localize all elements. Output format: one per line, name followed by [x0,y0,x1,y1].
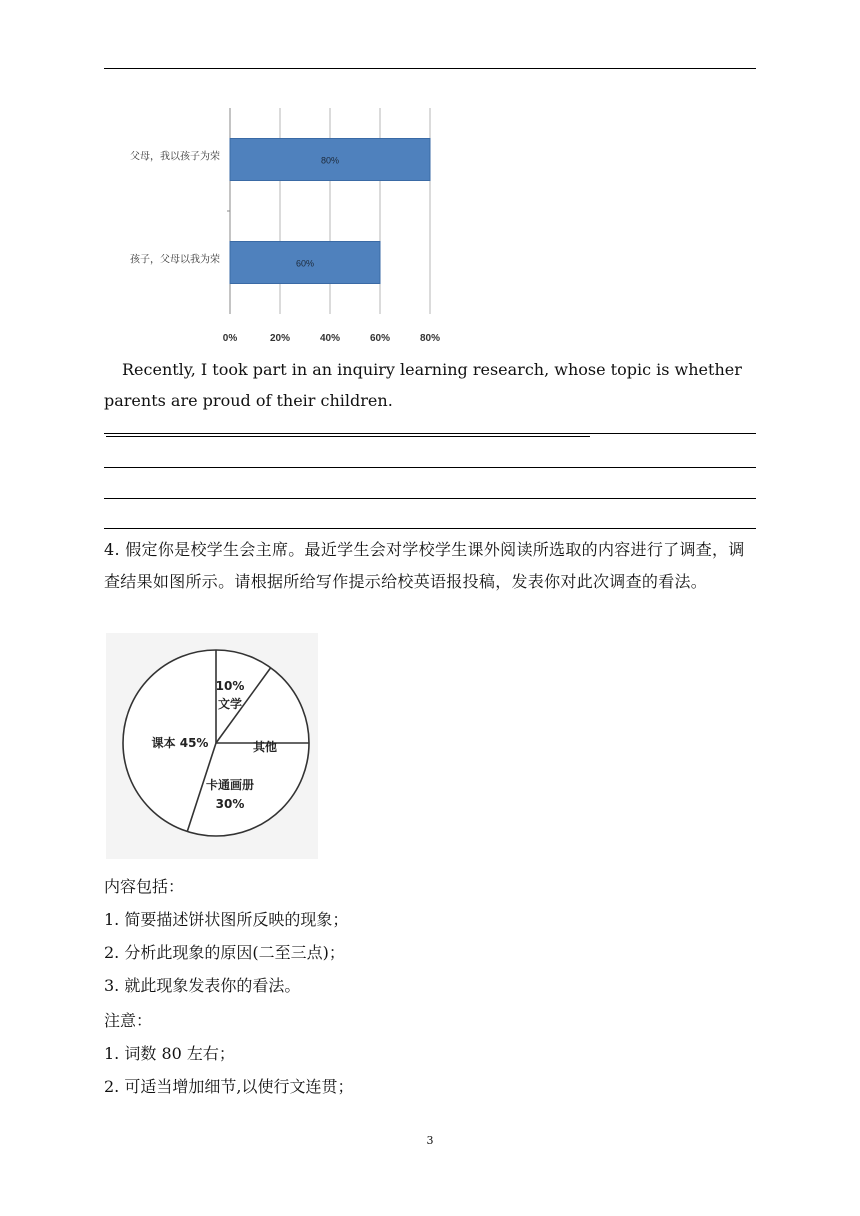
answer-blank-line[interactable] [104,433,756,434]
bar-value-label: 80% [320,155,340,166]
x-tick-label: 80% [419,333,441,344]
bar-chart-categories [130,150,220,266]
page-number: 3 [426,1134,434,1147]
category-label: 孩子，父母以我为荣 [130,254,220,266]
paragraph-text: Recently, I took part in an inquiry learning research, whose topic is whether parents are proud of their children. [104,360,742,410]
x-tick-label: 60% [369,333,391,344]
bar-chart [104,100,464,350]
slice-value-label: 10% [215,679,245,693]
pie-chart [106,633,318,859]
notes-item: 2. 可适当增加细节,以使行文连贯； [104,1077,354,1096]
content-item: 3. 就此现象发表你的看法。 [104,976,301,995]
task-4-prompt: 4. 假定你是校学生会主席。最近学生会对学校学生课外阅读所选取的内容进行了调查，调查结果如图所示。请根据所给写作提示给校英语报投稿，发表你对此次调查的看法。 [104,540,745,591]
answer-blank-line[interactable] [104,467,756,468]
notes-heading: 注意： [104,1011,153,1030]
content-item: 2. 分析此现象的原因(二至三点)； [104,943,345,962]
content-item: 1. 简要描述饼状图所反映的现象； [104,910,349,929]
header-rule [104,68,756,69]
category-label: 父母，我以孩子为荣 [130,151,220,163]
x-tick-label: 40% [319,333,341,344]
x-tick-label: 0% [222,333,238,344]
slice-value-label: 30% [215,797,245,811]
slice-category-label: 其他 [252,740,278,754]
answer-blank-inline[interactable] [106,422,590,437]
slice-category-label: 课本 45% [151,736,209,750]
content-heading: 内容包括： [104,877,185,896]
answer-blank-line[interactable] [104,498,756,499]
bar-chart-x-ticks [223,333,440,344]
slice-category-label: 文学 [217,697,243,711]
notes-item: 1. 词数 80 左右； [104,1044,235,1063]
slice-category-label: 卡通画册 [205,778,255,792]
x-tick-label: 20% [269,333,291,344]
answer-blank-line[interactable] [104,528,756,529]
bar-value-label: 60% [295,258,315,269]
